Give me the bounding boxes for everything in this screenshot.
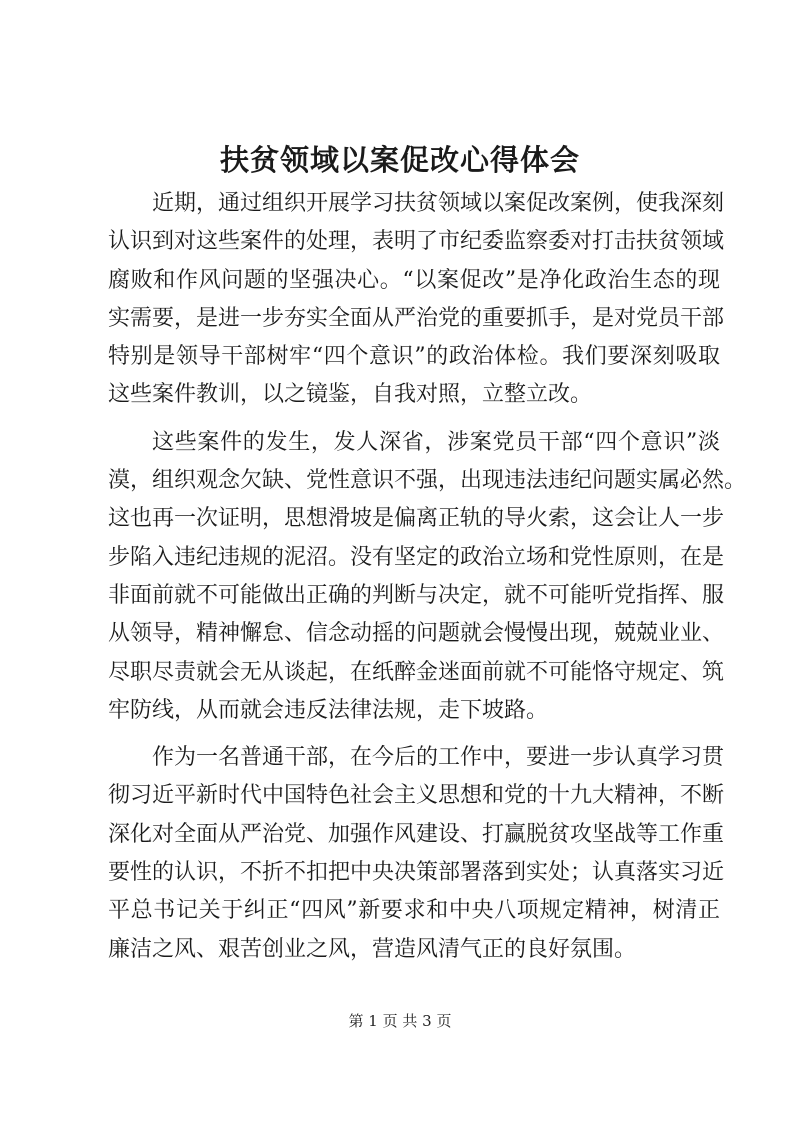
paragraph-line: 近期，通过组织开展学习扶贫领域以案促改案例，使我深刻 xyxy=(152,191,725,216)
document-body xyxy=(108,185,747,969)
paragraph-line: 实需要，是进一步夯实全面从严治党的重要抓手，是对党员干部 xyxy=(108,305,725,331)
paragraph-line: 从领导，精神懈怠、信念动摇的问题就会慢慢出现，兢兢业业、 xyxy=(108,621,725,647)
paragraph-line: 要性的认识，不折不扣把中央决策部署落到实处；认真落实习近 xyxy=(108,860,725,886)
paragraph-line: 腐败和作风问题的坚强决心。“以案促改”是净化政治生态的现 xyxy=(108,267,720,293)
paragraph-line: 平总书记关于纠正“四风”新要求和中央八项规定精神，树清正 xyxy=(108,898,720,924)
paragraph-line: 廉洁之风、艰苦创业之风，营造风清气正的良好氛围。 xyxy=(108,936,637,962)
paragraph-line: 牢防线，从而就会违反法律法规，走下坡路。 xyxy=(108,697,549,723)
paragraph-line: 非面前就不可能做出正确的判断与决定，就不可能听党指挥、服 xyxy=(108,582,725,608)
paragraph-line: 漠，组织观念欠缺、党性意识不强，出现违法违纪问题实属必然。 xyxy=(108,468,747,494)
paragraph-line: 尽职尽责就会无从谈起，在纸醉金迷面前就不可能恪守规定、筑 xyxy=(108,659,725,685)
paragraph-line: 作为一名普通干部，在今后的工作中，要进一步认真学习贯 xyxy=(152,745,725,771)
paragraph-line: 这也再一次证明，思想滑坡是偏离正轨的导火索，这会让人一步 xyxy=(108,506,725,532)
paragraph-line: 深化对全面从严治党、加强作风建设、打赢脱贫攻坚战等工作重 xyxy=(108,821,725,847)
page-footer: 第 1 页 共 3 页 xyxy=(348,1012,452,1030)
paragraph-1 xyxy=(108,185,725,415)
paragraph-line: 这些案件的发生，发人深省，涉案党员干部“四个意识”淡 xyxy=(152,429,720,455)
paragraph-line: 这些案件教训，以之镜鉴，自我对照，立整立改。 xyxy=(108,382,593,408)
paragraph-line: 彻习近平新时代中国特色社会主义思想和党的十九大精神，不断 xyxy=(108,783,725,809)
document-title: 扶贫领域以案促改心得体会 xyxy=(219,143,580,177)
paragraph-line: 步陷入违纪违规的泥沼。没有坚定的政治立场和党性原则，在是 xyxy=(108,544,725,570)
paragraph-3 xyxy=(108,739,725,969)
paragraph-line: 认识到对这些案件的处理，表明了市纪委监察委对打击扶贫领域 xyxy=(108,229,725,255)
paragraph-2 xyxy=(108,424,747,730)
paragraph-line: 特别是领导干部树牢“四个意识”的政治体检。我们要深刻吸取 xyxy=(108,344,720,370)
